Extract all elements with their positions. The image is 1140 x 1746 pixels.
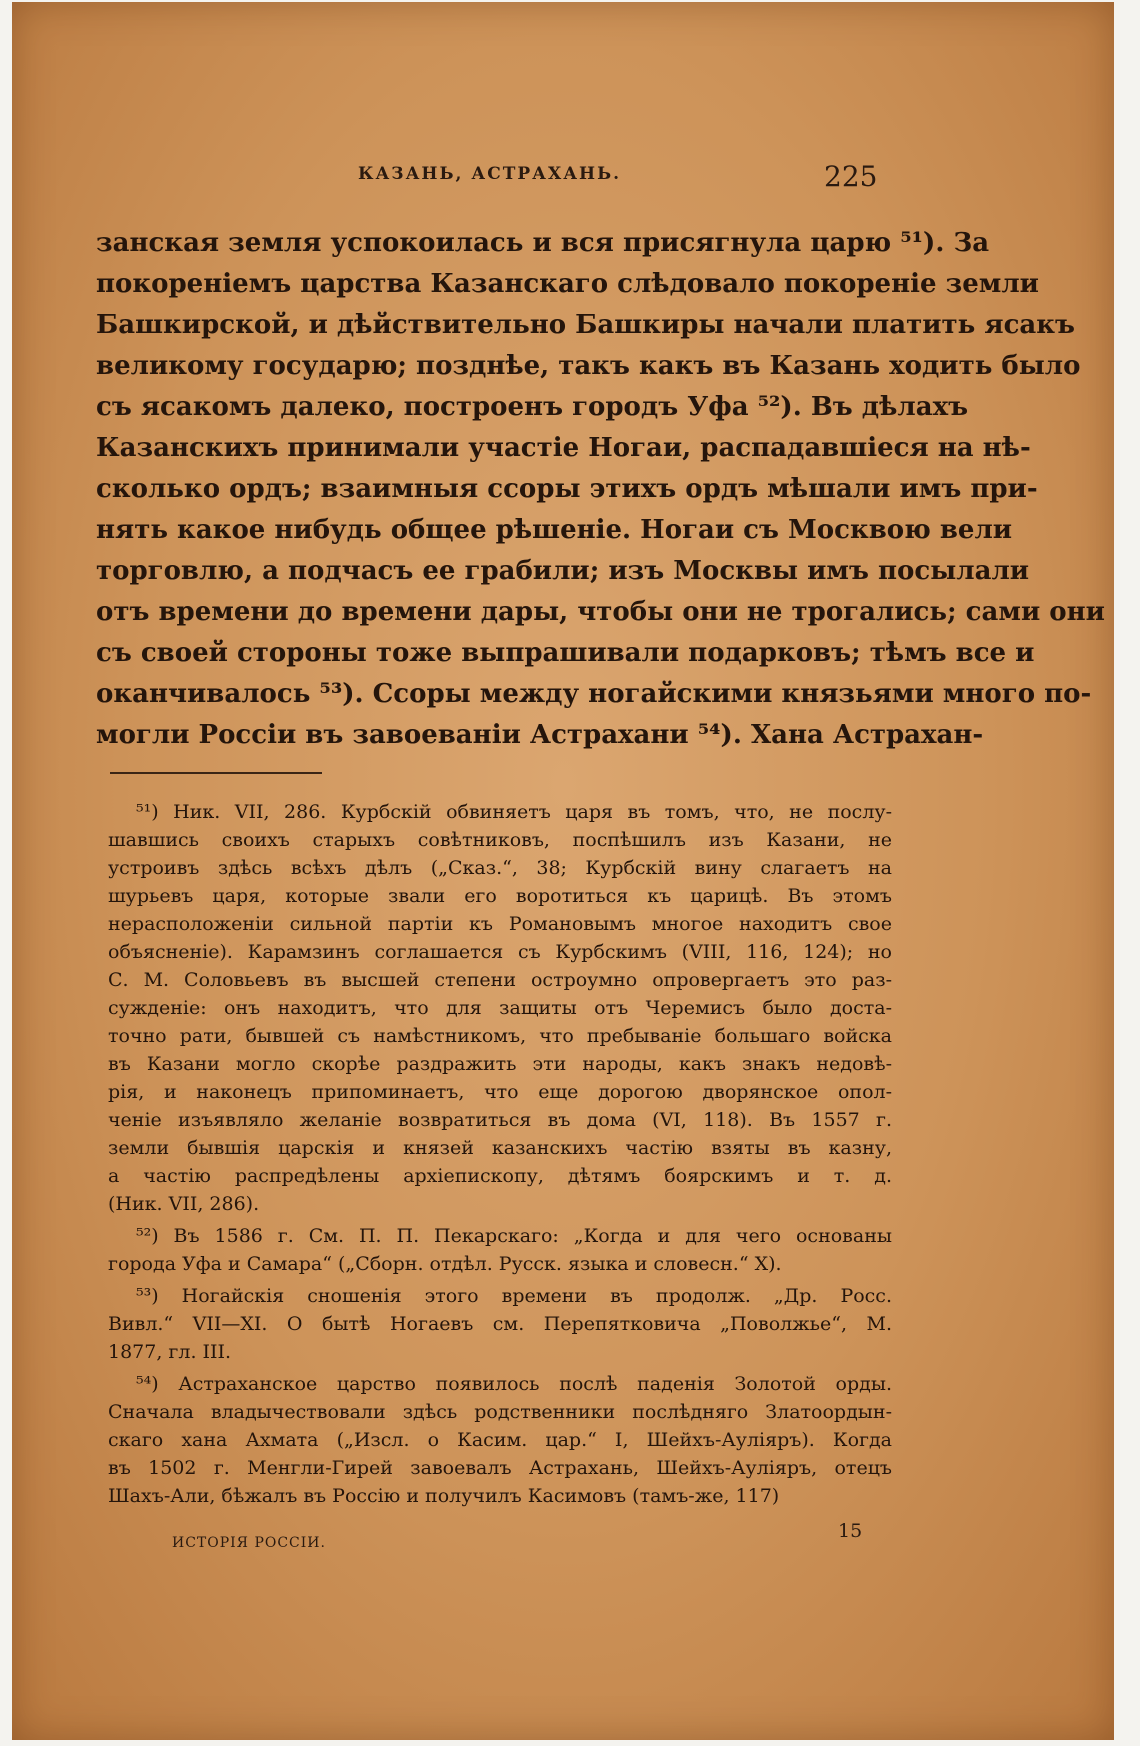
- text-line: великому государю; позднѣе, такъ какъ въ Казань ходить было: [96, 351, 1081, 381]
- footnotes: [108, 798, 892, 1510]
- footnote-line: земли бывшія царскія и князей казанскихъ частію взяты въ казну,: [108, 1137, 892, 1159]
- footnote-line: въ Казани могло скорѣе раздражить эти народы, какъ знакъ недовѣ-: [108, 1053, 892, 1075]
- book-page: [12, 2, 1114, 1740]
- text-line: Башкирской, и дѣйствительно Башкиры начали платить ясакъ: [96, 310, 1075, 340]
- text-line: съ ясакомъ далеко, построенъ городъ Уфа ⁵²). Въ дѣлахъ: [96, 392, 969, 422]
- text-line: занская земля успокоилась и вся присягнула царю ⁵¹). За: [96, 228, 990, 258]
- footnote-line: шурьевъ царя, которые звали его воротиться къ царицѣ. Въ этомъ: [108, 885, 892, 907]
- text-line: сколько ордъ; взаимныя ссоры этихъ ордъ мѣшали имъ при-: [96, 474, 1038, 504]
- footnote-line: Сначала владычествовали здѣсь родственники послѣдняго Златоордын-: [108, 1401, 892, 1423]
- footnote-line: ⁵²) Въ 1586 г. См. П. П. Пекарскаго: „Когда и для чего основаны: [136, 1225, 892, 1247]
- footnote-line: точно рати, бывшей съ намѣстникомъ, что пребываніе большаго войска: [108, 1025, 892, 1047]
- text-line: покореніемъ царства Казанскаго слѣдовало покореніе земли: [96, 269, 1039, 299]
- footnote-line: ⁵¹) Ник. VII, 286. Курбскій обвиняетъ царя въ томъ, что, не послу-: [136, 801, 892, 823]
- footnote-line: рія, и наконецъ припоминаетъ, что еще дорогою дворянское опол-: [108, 1081, 892, 1103]
- footnote-line: устроивъ здѣсь всѣхъ дѣлъ („Сказ.“, 38; Курбскій вину слагаетъ на: [108, 857, 892, 879]
- page-number: 225: [824, 160, 878, 193]
- footnote-52: [108, 1222, 892, 1278]
- footnote-line: ⁵³) Ногайскія сношенія этого времени въ продолж. „Др. Росс.: [136, 1285, 892, 1307]
- footnote-line: въ 1502 г. Менгли-Гирей завоевалъ Астрахань, Шейхъ-Ауліяръ, отецъ: [108, 1457, 892, 1479]
- footnote-line: нерасположеніи сильной партіи къ Романовымъ многое находитъ свое: [108, 913, 892, 935]
- signature-mark: 15: [838, 1520, 863, 1542]
- text-line: оканчивалось ⁵³). Ссоры между ногайскими князьями много по-: [96, 679, 1092, 709]
- footnote-line: 1877, гл. III.: [108, 1341, 232, 1363]
- footnote-line: сужденіе: онъ находитъ, что для защиты отъ Черемисъ было доста-: [108, 997, 892, 1019]
- text-line: отъ времени до времени дары, чтобы они не трогались; сами они: [96, 597, 1105, 627]
- footnote-line: объясненіе). Карамзинъ соглашается съ Курбскимъ (VIII, 116, 124); но: [108, 941, 892, 963]
- footnote-line: шавшись своихъ старыхъ совѣтниковъ, поспѣшилъ изъ Казани, не: [108, 829, 892, 851]
- footnote-line: города Уфа и Самара“ („Сборн. отдѣл. Русск. языка и словесн.“ X).: [108, 1253, 782, 1275]
- footnote-51: [108, 798, 892, 1218]
- text-line: нять какое нибудь общее рѣшеніе. Ногаи съ Москвою вели: [96, 515, 1013, 545]
- text-line: Казанскихъ принимали участіе Ногаи, распадавшіеся на нѣ-: [96, 433, 1031, 463]
- main-text: [96, 223, 1105, 756]
- footnote-divider: [110, 772, 322, 774]
- footnote-line: (Ник. VII, 286).: [108, 1193, 260, 1215]
- text-line: могли Россіи въ завоеваніи Астрахани ⁵⁴). Хана Астрахан-: [96, 720, 984, 750]
- footnote-line: ченіе изъявляло желаніе возвратиться въ дома (VI, 118). Въ 1557 г.: [108, 1109, 892, 1131]
- footnote-54: [108, 1370, 892, 1510]
- book-title-footer: ИСТОРІЯ РОССІИ.: [172, 1535, 326, 1551]
- text-line: съ своей стороны тоже выпрашивали подарковъ; тѣмъ все и: [96, 638, 1035, 668]
- text-line: торговлю, а подчасъ ее грабили; изъ Москвы имъ посылали: [96, 556, 1030, 586]
- footnote-line: скаго хана Ахмата („Изсл. о Касим. цар.“ I, Шейхъ-Ауліяръ). Когда: [108, 1429, 892, 1451]
- footnote-line: С. М. Соловьевъ въ высшей степени остроумно опровергаетъ это раз-: [108, 969, 892, 991]
- footnote-line: а частію распредѣлены архіепископу, дѣтямъ боярскимъ и т. д.: [108, 1165, 892, 1187]
- footnote-line: Шахъ-Али, бѣжалъ въ Россію и получилъ Касимовъ (тамъ-же, 117): [108, 1485, 780, 1507]
- footnote-line: ⁵⁴) Астраханское царство появилось послѣ паденія Золотой орды.: [136, 1373, 892, 1395]
- footnote-53: [108, 1282, 892, 1366]
- running-title: КАЗАНЬ, АСТРАХАНЬ.: [358, 164, 622, 184]
- footnote-line: Вивл.“ VII—XI. О бытѣ Ногаевъ см. Перепятковича „Поволжье“, М.: [108, 1313, 892, 1335]
